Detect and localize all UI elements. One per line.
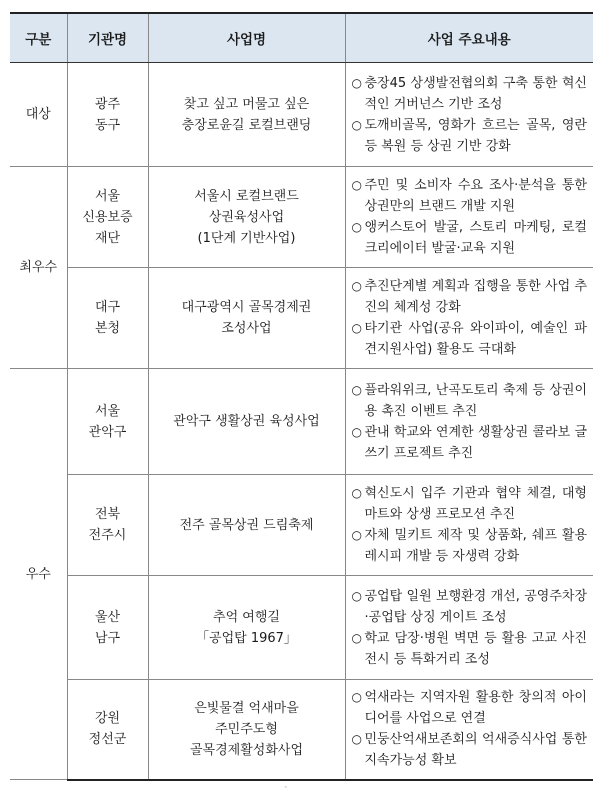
content-text: 혁신도시 입주 기관과 협약 체결, 대형마트와 상생 프로모션 추진 — [364, 486, 587, 522]
project-line: 「공업탑 1967」 — [196, 630, 297, 646]
content-cell — [345, 63, 593, 167]
table-row — [10, 268, 593, 369]
category-cell: 최우수 — [10, 167, 67, 369]
project-cell — [148, 167, 345, 268]
bullet-icon: ○ — [351, 220, 362, 234]
content-text: 학교 담장·병원 벽면 등 활용 고교 사진 전시 등 특화거리 조성 — [364, 630, 587, 667]
institution-line: 남구 — [94, 630, 121, 646]
table-row — [10, 576, 593, 680]
bullet-icon: ○ — [351, 486, 362, 500]
content-text: 타기관 사업(공유 와이파이, 예술인 파견지원사업) 활용도 극대화 — [364, 321, 587, 357]
content-text: 관내 학교와 연계한 생활상권 콜라보 글쓰기 프로젝트 추진 — [364, 424, 587, 461]
content-text: 공업탑 일원 보행환경 개선, 공영주차장·공업탑 상징 게이트 조성 — [364, 588, 587, 625]
category-cell: 우수 — [10, 369, 67, 780]
institution-line: 강원 — [94, 711, 121, 727]
institution-cell — [67, 475, 148, 576]
content-cell — [345, 268, 593, 369]
project-cell — [148, 268, 345, 369]
content-cell — [345, 369, 593, 475]
content-point — [352, 483, 588, 525]
content-point — [352, 380, 588, 422]
content-point — [352, 318, 588, 360]
project-line: 조성사업 — [221, 321, 272, 336]
bullet-icon: ○ — [351, 732, 362, 747]
content-text: 자체 밀키트 제작 및 상품화, 쉐프 활용 레시피 개발 등 자생력 강화 — [364, 528, 587, 564]
content-text: 충장45 상생발전협의회 구축 통한 혁신적인 거버넌스 기반 조성 — [364, 75, 587, 112]
header-institution: 기관명 — [67, 13, 148, 63]
bullet-icon: ○ — [351, 528, 362, 542]
institution-line: 신용보증 — [82, 209, 133, 225]
institution-cell — [67, 167, 148, 268]
project-cell — [148, 475, 345, 576]
project-line: 대구광역시 골목경제권 — [181, 300, 312, 315]
institution-line: 서울 — [94, 188, 121, 204]
content-point — [352, 628, 588, 670]
table-row — [10, 369, 593, 475]
header-content: 사업 주요내용 — [345, 13, 593, 63]
bullet-icon: ○ — [351, 279, 362, 293]
content-cell — [345, 576, 593, 680]
project-line: 상권육성사업 — [208, 209, 285, 225]
header-category: 구분 — [10, 13, 67, 63]
project-cell — [148, 576, 345, 680]
content-text: 억새라는 지역자원 활용한 창의적 아이디어를 사업으로 연결 — [364, 690, 587, 727]
project-line: 서울시 로컬브랜드 — [194, 188, 299, 204]
project-line: (1단계 기반사업) — [197, 230, 296, 246]
institution-line: 본청 — [94, 321, 121, 336]
institution-line: 전주시 — [88, 528, 127, 543]
institution-line: 서울 — [94, 403, 121, 419]
institution-line: 재단 — [94, 230, 121, 246]
content-point — [352, 175, 588, 217]
bullet-icon: ○ — [351, 321, 362, 335]
table-row — [10, 680, 593, 780]
content-text: 추진단계별 계획과 집행을 통한 사업 추진의 체계성 강화 — [364, 279, 587, 315]
project-cell — [148, 63, 345, 167]
award-table — [10, 12, 593, 781]
institution-line: 대구 — [94, 300, 121, 315]
institution-line: 정선군 — [88, 732, 127, 748]
bullet-icon: ○ — [351, 424, 362, 439]
bullet-icon: ○ — [351, 382, 362, 397]
institution-line: 울산 — [94, 609, 121, 625]
bullet-icon: ○ — [351, 588, 362, 603]
institution-line: 전북 — [94, 507, 121, 522]
content-text: 주민 및 소비자 수요 조사·분석을 통한 상권만의 브랜드 개발 지원 — [364, 178, 587, 214]
bullet-icon: ○ — [351, 117, 362, 132]
scan-mark: ˆ — [284, 786, 288, 794]
content-point — [352, 115, 588, 157]
institution-line: 동구 — [94, 117, 121, 133]
project-line: 찾고 싶고 머물고 싶은 — [183, 96, 310, 112]
category-cell: 대상 — [10, 63, 67, 167]
project-line: 관악구 생활상권 육성사업 — [173, 414, 320, 429]
project-cell — [148, 369, 345, 475]
content-point — [352, 73, 588, 115]
bullet-icon: ○ — [351, 75, 362, 90]
project-line: 은빛물결 억새마을 — [194, 700, 299, 716]
bullet-icon: ○ — [351, 630, 362, 645]
project-line: 충장로윤길 로컬브랜딩 — [181, 117, 312, 133]
institution-line: 관악구 — [88, 424, 127, 440]
table-row — [10, 63, 593, 167]
header-row — [10, 13, 593, 63]
content-point — [352, 729, 588, 771]
project-cell — [148, 680, 345, 780]
content-cell — [345, 680, 593, 780]
content-point — [352, 276, 588, 318]
institution-cell — [67, 369, 148, 475]
content-text: 앵커스토어 발굴, 스토리 마케팅, 로컬 크리에이터 발굴·교육 지원 — [364, 220, 587, 256]
content-point — [352, 525, 588, 567]
institution-cell — [67, 680, 148, 780]
content-cell — [345, 475, 593, 576]
table-row — [10, 475, 593, 576]
project-line: 골목경제활성화사업 — [189, 742, 304, 758]
content-text: 도깨비골목, 영화가 흐르는 골목, 영란등 복원 등 상권 기반 강화 — [364, 117, 587, 154]
institution-line: 광주 — [94, 96, 121, 112]
bullet-icon: ○ — [351, 178, 362, 192]
project-line: 추억 여행길 — [213, 609, 280, 625]
content-point — [352, 217, 588, 259]
content-cell — [345, 167, 593, 268]
content-point — [352, 687, 588, 729]
header-project: 사업명 — [148, 13, 345, 63]
bullet-icon: ○ — [351, 690, 362, 705]
content-text: 플라워위크, 난곡도토리 축제 등 상권이용 촉진 이벤트 추진 — [364, 382, 587, 419]
institution-cell — [67, 268, 148, 369]
content-text: 민둥산억새보존회의 억새증식사업 통한 지속가능성 확보 — [364, 732, 587, 769]
project-line: 주민주도형 — [215, 721, 278, 737]
project-line: 전주 골목상권 드림축제 — [179, 517, 314, 533]
content-point — [352, 422, 588, 464]
institution-cell — [67, 576, 148, 680]
institution-cell — [67, 63, 148, 167]
content-point — [352, 586, 588, 628]
table-body — [10, 63, 593, 780]
table-row — [10, 167, 593, 268]
